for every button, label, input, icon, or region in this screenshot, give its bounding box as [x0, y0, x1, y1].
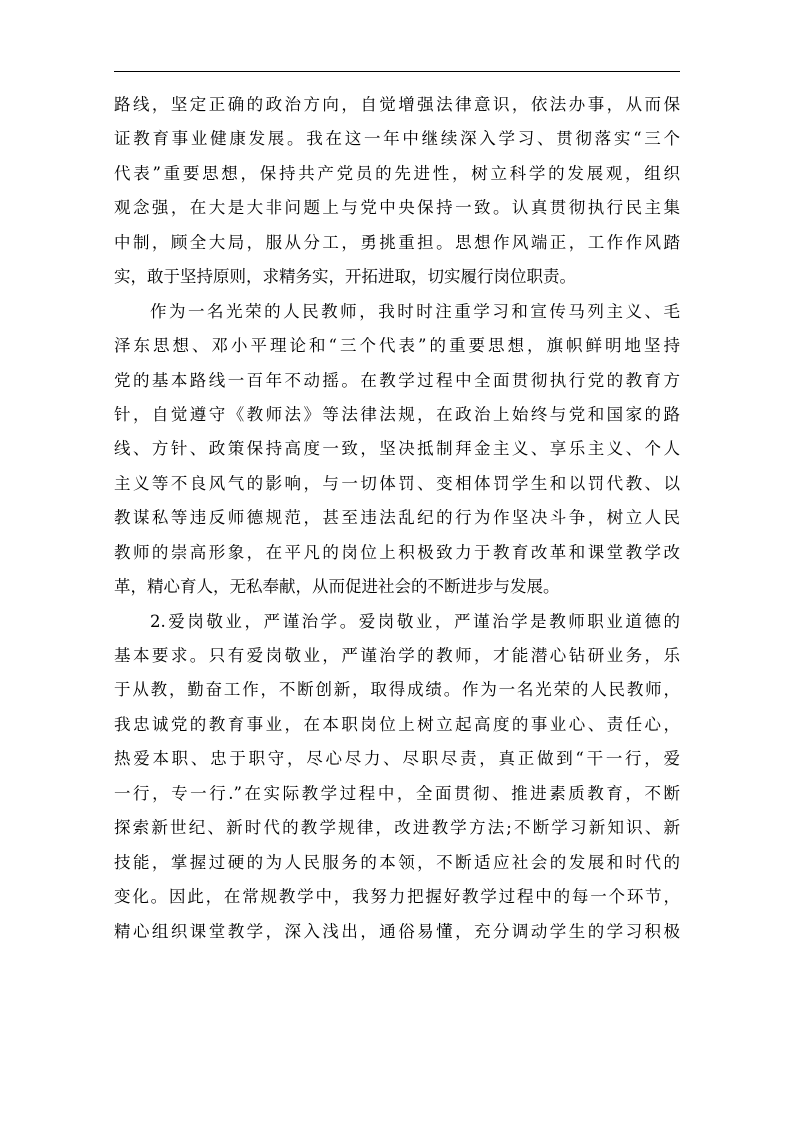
text-line: 观念强，在大是大非问题上与党中央保持一致。认真贯彻执行民主集	[114, 198, 680, 218]
text-line: 线、方针、政策保持高度一致，坚决抵制拜金主义、享乐主义、个人	[114, 439, 680, 459]
text-line: 精心组织课堂教学，深入浅出，通俗易懂，充分调动学生的学习积极	[114, 921, 680, 941]
header-rule	[114, 71, 680, 72]
text-line: 中制，顾全大局，服从分工，勇挑重担。思想作风端正，工作作风踏	[114, 232, 680, 252]
text-line: 探索新世纪、新时代的教学规律，改进教学方法;不断学习新知识、新	[114, 818, 680, 838]
paragraph	[114, 295, 680, 605]
text-line: 代表”重要思想，保持共产党员的先进性，树立科学的发展观，组织	[114, 163, 680, 183]
text-line: 泽东思想、邓小平理论和“三个代表”的重要思想，旗帜鲜明地坚持	[114, 336, 680, 356]
text-line: 我忠诚党的教育事业，在本职岗位上树立起高度的事业心、责任心，	[114, 714, 680, 734]
text-line: 实，敢于坚持原则，求精务实，开拓进取，切实履行岗位职责。	[114, 267, 576, 287]
text-line: 针，自觉遵守《教师法》等法律法规，在政治上始终与党和国家的路	[114, 404, 680, 424]
text-line: 于从教，勤奋工作，不断创新，取得成绩。作为一名光荣的人民教师，	[114, 680, 680, 700]
text-line: 教谋私等违反师德规范，甚至违法乱纪的行为作坚决斗争，树立人民	[114, 508, 680, 528]
text-line: 一行，专一行.”在实际教学过程中，全面贯彻、推进素质教育，不断	[114, 783, 680, 803]
paragraph	[114, 88, 680, 295]
text-line: 基本要求。只有爱岗敬业，严谨治学的教师，才能潜心钻研业务，乐	[114, 646, 680, 665]
text-line: 2.爱岗敬业，严谨治学。爱岗敬业，严谨治学是教师职业道德的	[150, 611, 680, 631]
text-line: 党的基本路线一百年不动摇。在教学过程中全面贯彻执行党的教育方	[114, 370, 680, 390]
text-line: 作为一名光荣的人民教师，我时时注重学习和宣传马列主义、毛	[150, 301, 680, 321]
text-line: 变化。因此，在常规教学中，我努力把握好教学过程中的每一个环节，	[114, 887, 680, 907]
text-line: 革，精心育人，无私奉献，从而促进社会的不断进步与发展。	[114, 577, 560, 597]
text-line: 教师的崇高形象，在平凡的岗位上积极致力于教育改革和课堂教学改	[114, 542, 680, 562]
document-body	[114, 88, 680, 949]
text-line: 路线，坚定正确的政治方向，自觉增强法律意识，依法办事，从而保	[114, 95, 680, 114]
paragraph	[114, 605, 680, 949]
text-line: 技能，掌握过硬的为人民服务的本领，不断适应社会的发展和时代的	[114, 852, 680, 872]
text-line: 证教育事业健康发展。我在这一年中继续深入学习、贯彻落实“三个	[114, 129, 680, 149]
text-line: 热爱本职、忠于职守，尽心尽力、尽职尽责，真正做到“干一行，爱	[114, 749, 680, 769]
text-line: 主义等不良风气的影响，与一切体罚、变相体罚学生和以罚代教、以	[114, 473, 680, 493]
